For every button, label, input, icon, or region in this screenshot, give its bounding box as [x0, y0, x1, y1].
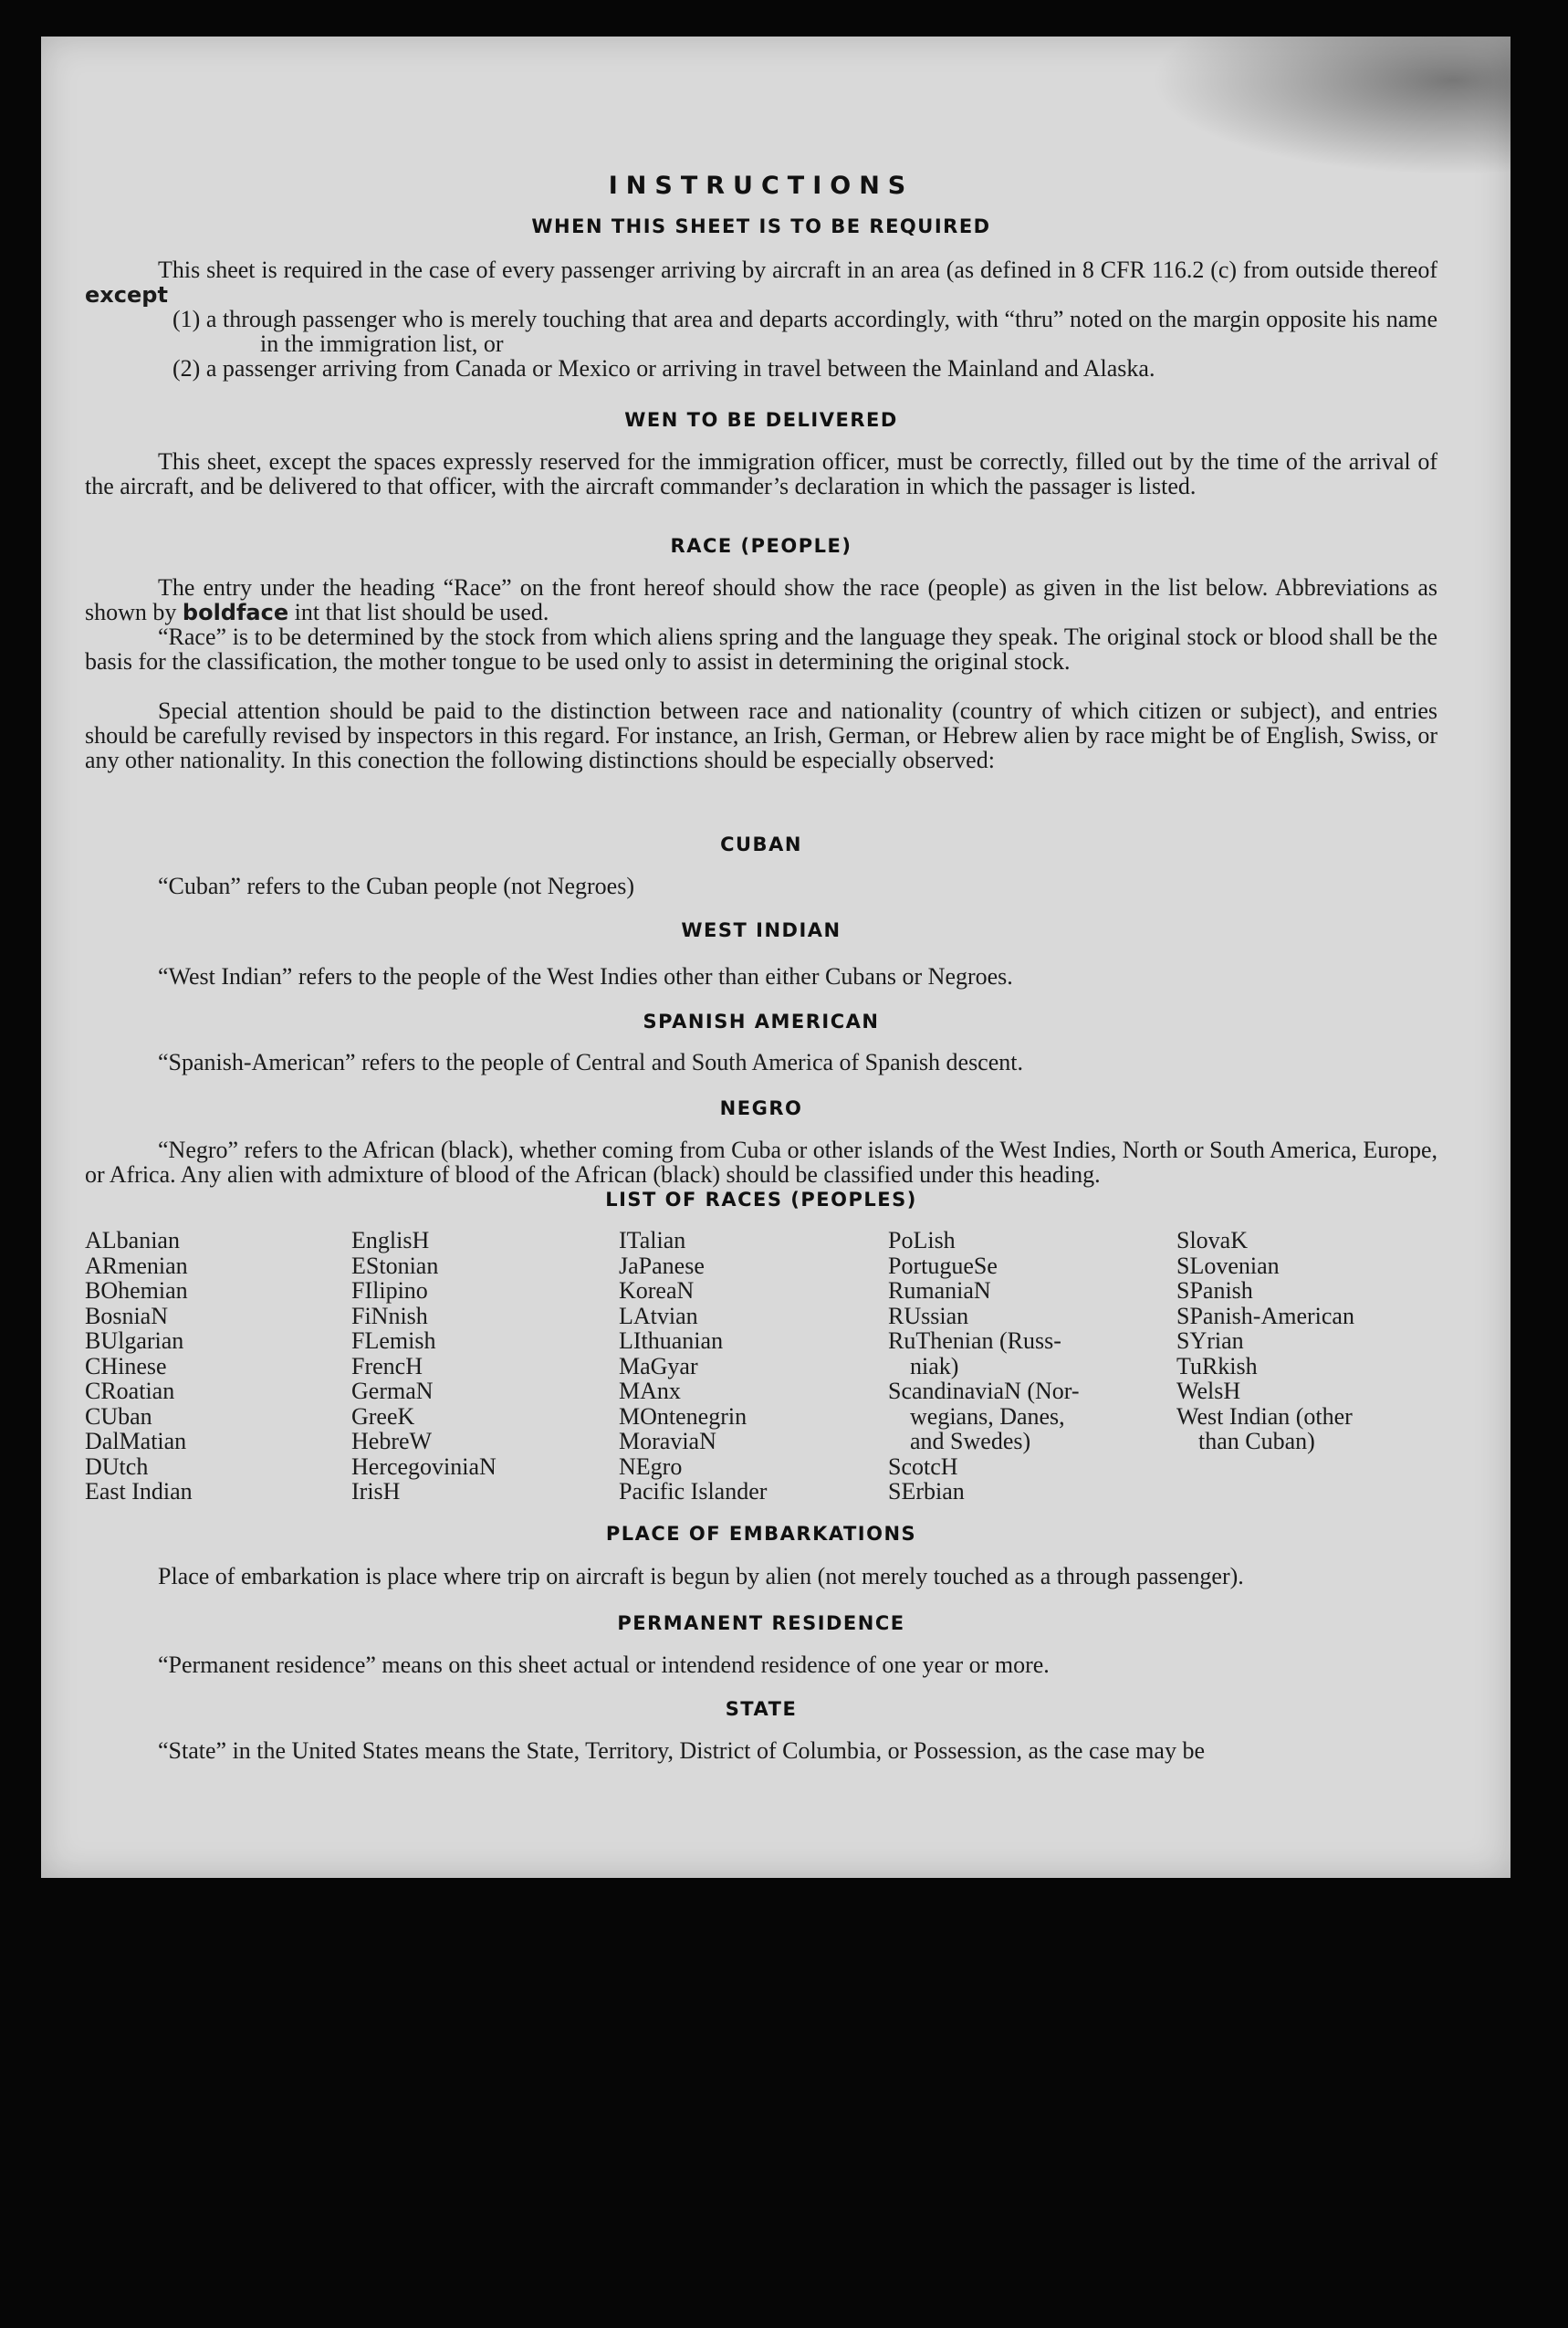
races-column-5 [1176, 1228, 1354, 1454]
race-entry: HercegoviniaN [351, 1452, 497, 1480]
race-entry: CHinese [85, 1352, 167, 1379]
races-column-4 [888, 1228, 1080, 1505]
exception-item-2: (2) a passenger arriving from Canada or Mexico or arriving in travel between the Mainland and Alaska. [172, 355, 1155, 382]
heading-west-indian: WEST INDIAN [681, 919, 841, 941]
except-bold: except [85, 282, 168, 308]
race-entry: BOhemian [85, 1277, 188, 1304]
race-entry-continuation: than Cuban) [1198, 1428, 1315, 1454]
paragraph-spanish-american: “Spanish-American” refers to the people of Central and South America of Spanish descent. [158, 1049, 1023, 1075]
race-entry: NEgro [619, 1452, 683, 1480]
paragraph-permanent-residence: “Permanent residence” means on this sheet actual or intendend residence of one year or more. [158, 1652, 1050, 1678]
race-entry: GermaN [351, 1378, 434, 1404]
paragraph-when-required [85, 257, 1437, 308]
race-entry: ALbanian [85, 1227, 180, 1253]
race-entry: SlovaK [1176, 1227, 1248, 1253]
heading-spanish-american: SPANISH AMERICAN [643, 1011, 880, 1033]
race-entry: BUlgarian [85, 1327, 184, 1354]
document-sheet [41, 37, 1511, 1878]
paragraph-race-3: Special attention should be paid to the distinction between race and nationality (country of which citizen or subject), and entries should be carefully revised by inspectors in this regard. For instance, an Irish, German, or Hebrew alien by race might be of English, Swiss, or any other nationality. In this conection the following distinctions should be especially observed: [85, 697, 1437, 773]
race-entry: East Indian [85, 1478, 193, 1505]
paragraph-race-2: “Race” is to be determined by the stock from which aliens spring and the language they speak. The original stock or blood shall be the basis for the classification, the mother tongue to be used only to assist in determining the original stock. [85, 624, 1437, 675]
race-entry: JaPanese [619, 1252, 705, 1279]
paragraph-cuban: “Cuban” refers to the Cuban people (not Negroes) [158, 873, 634, 899]
race-entry: ITalian [619, 1227, 686, 1253]
required-text: This sheet is required in the case of every passenger arriving by aircraft in an area (as defined in 8 CFR 116.2 (c) from outside thereof [158, 257, 1437, 283]
race-entry: DalMatian [85, 1428, 187, 1454]
race-entry: EnglisH [351, 1227, 430, 1253]
race-entry: FLemish [351, 1327, 436, 1354]
race-entry: TuRkish [1176, 1352, 1258, 1379]
race-entry: SLovenian [1176, 1252, 1280, 1279]
race-entry: EStonian [351, 1252, 439, 1279]
race-entry: MAnx [619, 1378, 681, 1404]
race-entry: SYrian [1176, 1327, 1244, 1354]
scan-stain [1127, 37, 1511, 183]
race-entry: FiNnish [351, 1302, 428, 1329]
race-entry: CUban [85, 1402, 152, 1430]
paragraph-negro: “Negro” refers to the African (black), whether coming from Cuba or other islands of the West Indies, North or South America, Europe, or Africa. Any alien with admixture of blood of the African (black) should be classified under this heading. [85, 1137, 1437, 1188]
race-entry-continuation: niak) [910, 1352, 959, 1379]
paragraph-when-delivered: This sheet, except the spaces expressly reserved for the immigration officer, must be correctly, filled out by the time of the arrival of the aircraft, and be delivered to that officer, with the aircraft commander’s declaration in which the passager is listed. [85, 448, 1437, 499]
race-entry: West Indian (other [1176, 1402, 1353, 1430]
heading-place-of-embarkation: PLACE OF EMBARKATIONS [605, 1523, 917, 1545]
race-entry: KoreaN [619, 1277, 695, 1304]
race-text-1b: int that list should be used. [294, 599, 549, 625]
race-entry: Pacific Islander [619, 1478, 768, 1505]
race-entry: PoLish [888, 1227, 956, 1253]
heading-state: STATE [725, 1698, 798, 1720]
race-entry: ScandinaviaN (Nor- [888, 1378, 1080, 1404]
paragraph-race-1 [85, 575, 1437, 625]
boldface-word: boldface [182, 600, 289, 625]
race-entry: FIlipino [351, 1277, 428, 1304]
race-entry: WelsH [1176, 1378, 1241, 1404]
races-column-2 [351, 1228, 497, 1505]
race-entry: RumaniaN [888, 1277, 991, 1304]
race-entry-continuation: and Swedes) [910, 1428, 1031, 1454]
race-entry: SPanish-American [1176, 1302, 1354, 1329]
exception-item-1: (1) a through passenger who is merely touching that area and departs accordingly, with “thru” noted on the margin opposite his name in the immigration list, or [172, 306, 1437, 357]
heading-when-delivered: WEN TO BE DELIVERED [624, 409, 898, 431]
race-entry: RuThenian (Russ- [888, 1327, 1061, 1354]
paragraph-state: “State” in the United States means the State, Territory, District of Columbia, or Possession, as the case may be [158, 1737, 1205, 1764]
race-entry: SPanish [1176, 1277, 1253, 1304]
heading-permanent-residence: PERMANENT RESIDENCE [617, 1612, 905, 1634]
race-entry: CRoatian [85, 1378, 175, 1404]
races-list [85, 1227, 1437, 1505]
race-entry: GreeK [351, 1402, 415, 1430]
race-entry: MOntenegrin [619, 1402, 747, 1430]
heading-cuban: CUBAN [720, 834, 802, 855]
race-entry: MaGyar [619, 1352, 698, 1379]
heading-list-of-races: LIST OF RACES (PEOPLES) [605, 1189, 917, 1211]
paragraph-west-indian: “West Indian” refers to the people of the West Indies other than either Cubans or Negroes. [158, 963, 1013, 990]
race-entry: MoraviaN [619, 1428, 716, 1454]
race-entry: LAtvian [619, 1302, 698, 1329]
race-entry: HebreW [351, 1428, 433, 1454]
race-entry: LIthuanian [619, 1327, 724, 1354]
race-entry: RUssian [888, 1302, 969, 1329]
race-entry: ARmenian [85, 1252, 188, 1279]
paragraph-place-of-embarkation: Place of embarkation is place where trip on aircraft is begun by alien (not merely touched as a through passenger). [158, 1563, 1244, 1589]
page-title: INSTRUCTIONS [608, 172, 915, 200]
race-entry: BosniaN [85, 1302, 168, 1329]
race-text-1a: The entry under the heading “Race” on the front hereof should show the race (people) as given in the list below. Abbreviations as shown by [85, 574, 1437, 625]
heading-race: RACE (PEOPLE) [670, 535, 852, 557]
race-entry: SErbian [888, 1478, 965, 1505]
heading-when-required: WHEN THIS SHEET IS TO BE REQUIRED [531, 215, 991, 237]
race-entry: ScotcH [888, 1452, 958, 1480]
race-entry: DUtch [85, 1452, 149, 1480]
race-entry-continuation: wegians, Danes, [910, 1402, 1065, 1430]
heading-negro: NEGRO [719, 1097, 803, 1119]
races-column-1 [85, 1228, 193, 1505]
race-entry: PortugueSe [888, 1252, 998, 1279]
race-entry: FrencH [351, 1352, 423, 1379]
races-column-3 [619, 1228, 767, 1505]
race-entry: IrisH [351, 1478, 401, 1505]
